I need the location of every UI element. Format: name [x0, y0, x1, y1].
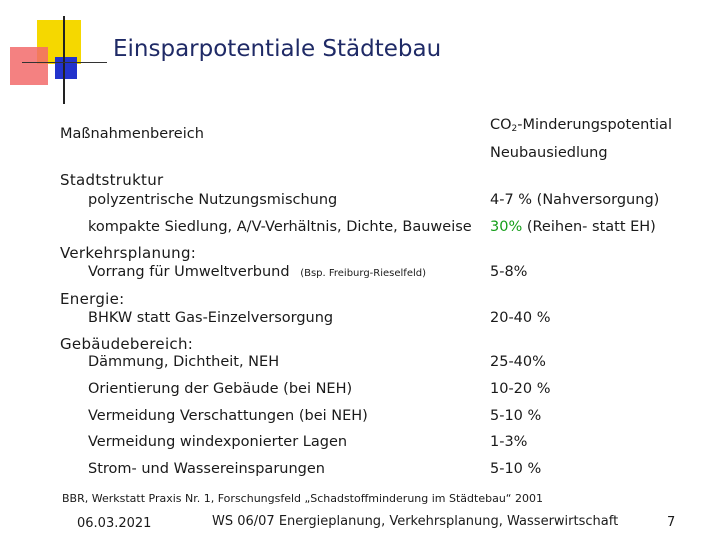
footer-course: WS 06/07 Energieplanung, Verkehrsplanung, Wasserwirtschaft — [212, 514, 619, 529]
potential-label: -Minderungspotential — [517, 117, 672, 133]
source-citation: BBR, Werkstatt Praxis Nr. 1, Forschungsfeld „Schadstoffminderung im Städtebau“ 2001 — [62, 492, 543, 505]
column-header-measure: Maßnahmenbereich — [60, 126, 204, 142]
logo-red-square — [10, 47, 48, 85]
section-heading-gebaeudebereich: Gebäudebereich: — [60, 335, 194, 353]
value-nutzungsmischung: 4-7 % (Nahversorgung) — [490, 192, 660, 208]
item-windexponiert: Vermeidung windexponierter Lagen — [88, 434, 348, 450]
value-umweltverbund: 5-8% — [490, 264, 528, 280]
value-daemmung: 25-40% — [490, 354, 546, 370]
logo-blue-square — [55, 57, 77, 79]
item-bhkw: BHKW statt Gas-Einzelversorgung — [88, 310, 334, 326]
item-strom-wasser: Strom- und Wassereinsparungen — [88, 461, 325, 477]
item-daemmung: Dämmung, Dichtheit, NEH — [88, 354, 280, 370]
value-orientierung: 10-20 % — [490, 381, 551, 397]
slide-logo — [0, 0, 110, 110]
item-umweltverbund — [88, 264, 426, 280]
value-highlight: 30% — [490, 219, 523, 235]
column-header-subtitle: Neubausiedlung — [490, 145, 608, 161]
item-nutzungsmischung: polyzentrische Nutzungsmischung — [88, 192, 338, 208]
section-heading-stadtstruktur: Stadtstruktur — [60, 171, 164, 189]
column-header-potential — [490, 117, 672, 134]
value-bhkw: 20-40 % — [490, 310, 551, 326]
section-heading-verkehrsplanung: Verkehrsplanung: — [60, 244, 197, 262]
item-umweltverbund-note: (Bsp. Freiburg-Rieselfeld) — [300, 268, 427, 279]
logo-vertical-line — [63, 16, 65, 104]
page-number: 7 — [667, 515, 676, 530]
item-kompakte-siedlung: kompakte Siedlung, A/V-Verhältnis, Dichte, Bauweise — [88, 219, 472, 235]
footer-date: 06.03.2021 — [77, 516, 152, 531]
value-strom-wasser: 5-10 % — [490, 461, 542, 477]
item-verschattungen: Vermeidung Verschattungen (bei NEH) — [88, 408, 368, 424]
value-note: (Reihen- statt EH) — [522, 219, 656, 235]
value-windexponiert: 1-3% — [490, 434, 528, 450]
slide-title: Einsparpotentiale Städtebau — [113, 36, 442, 62]
item-umweltverbund-label: Vorrang für Umweltverbund — [88, 264, 290, 280]
co2-label: CO — [490, 117, 512, 133]
value-verschattungen: 5-10 % — [490, 408, 542, 424]
item-orientierung: Orientierung der Gebäude (bei NEH) — [88, 381, 353, 397]
value-kompakte-siedlung — [490, 219, 656, 235]
co2-subscript: 2 — [511, 124, 518, 134]
logo-horizontal-line — [22, 62, 107, 63]
section-heading-energie: Energie: — [60, 290, 125, 308]
